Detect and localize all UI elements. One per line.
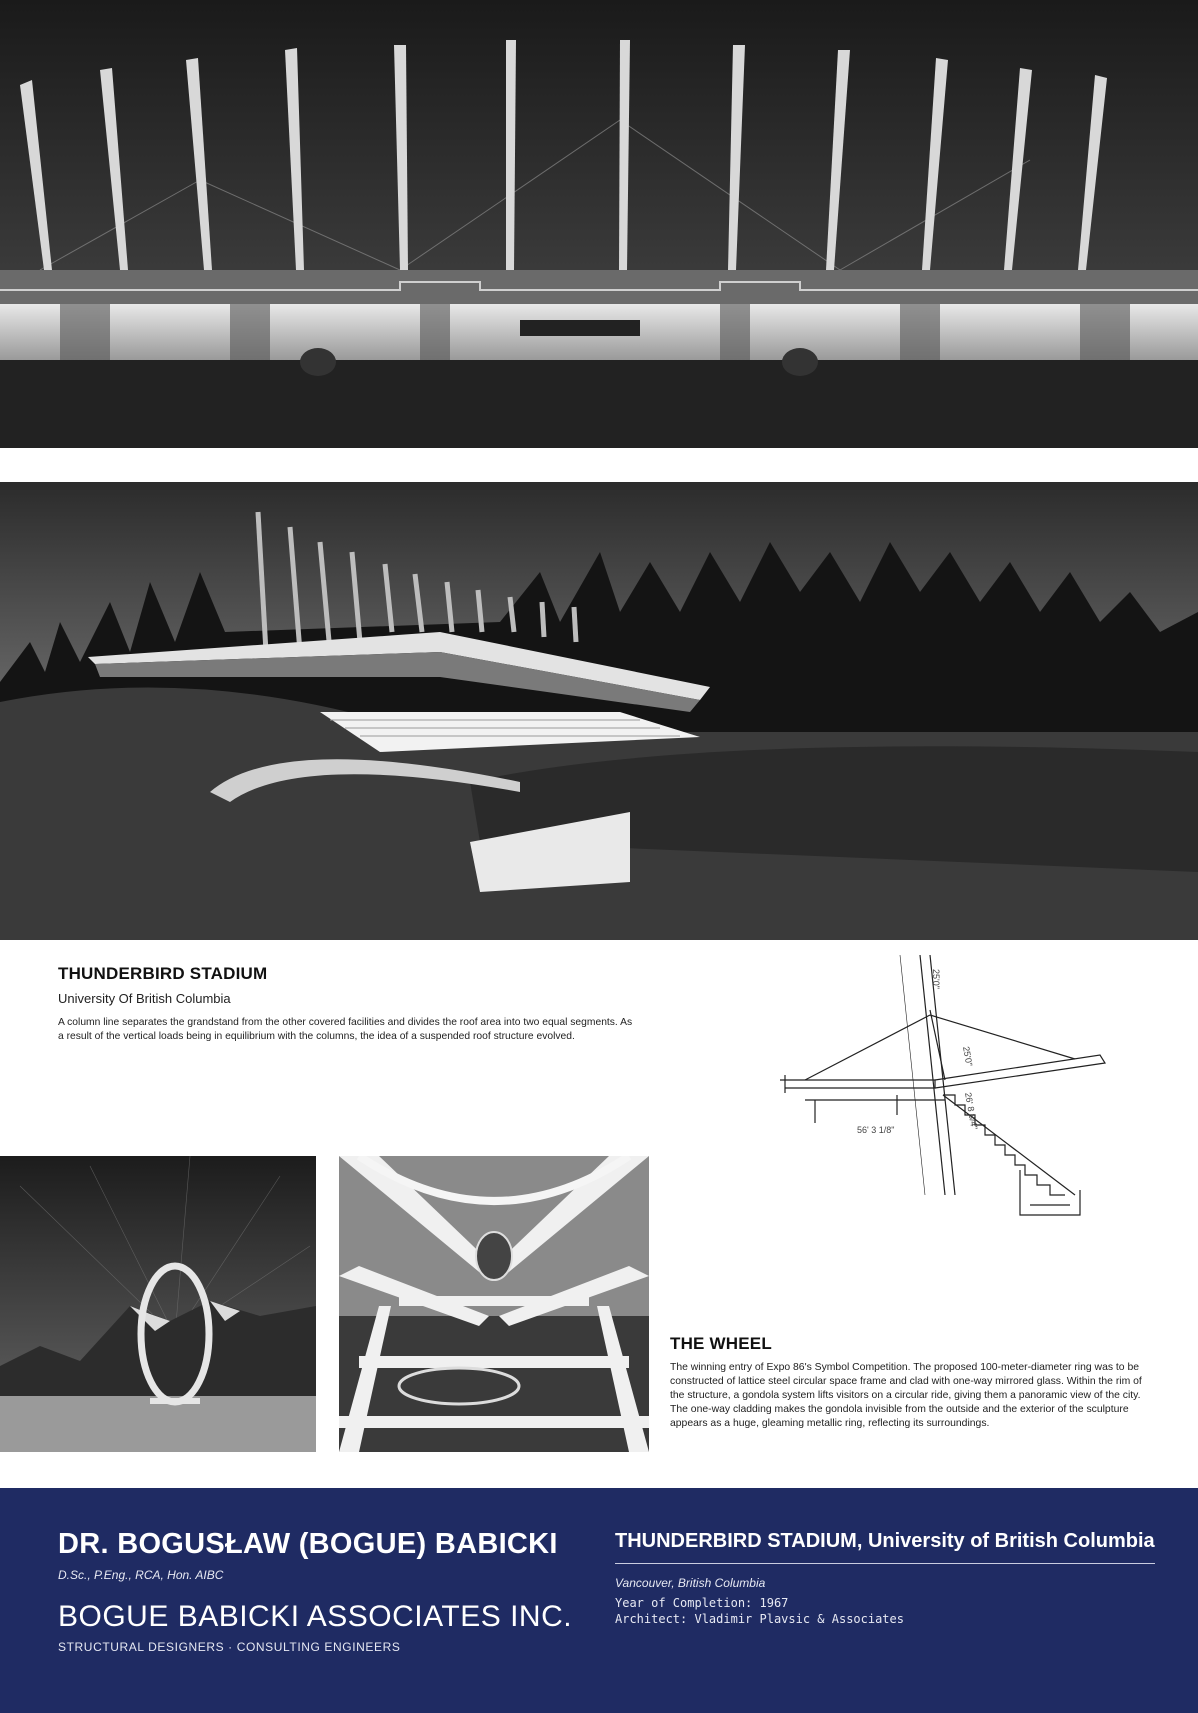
stadium-section-drawing [775, 955, 1120, 1225]
dim-vert-label: 26' 8 3/4" [963, 1091, 980, 1131]
stadium-grandstand-photo [0, 482, 1198, 940]
thunderbird-description: A column line separates the grandstand from the other covered facilities and divides the roof area into two equal segments. As a result of the vertical loads being in equilibrium with the columns, the idea of a suspended roof structure evolved. [58, 1017, 633, 1042]
firm-tagline: STRUCTURAL DESIGNERS · CONSULTING ENGINEERS [58, 1640, 401, 1654]
project-architect: Architect: Vladimir Plavsic & Associates [615, 1612, 904, 1626]
wheel-title: THE WHEEL [670, 1334, 772, 1353]
wheel-description: The winning entry of Expo 86's Symbol Competition. The proposed 100-meter-diameter ring was to be constructed of lattice steel circular space frame and clad with one-way mirrored glass. Within the rim of the structure, a gondola system lifts visitors on a circular ride, giving them a panoramic view of the city. The one-way cladding makes the gondola invisible from the outside and the exterior of the sculpture appears as a huge, gleaming metallic ring, reflecting its surroundings. [670, 1362, 1142, 1429]
dim-diag-label: 25'0" [961, 1045, 975, 1067]
project-year: Year of Completion: 1967 [615, 1596, 789, 1610]
dim-horiz-label: 56' 3 1/8" [857, 1125, 895, 1135]
engineer-name: DR. BOGUSŁAW (BOGUE) BABICKI [58, 1528, 558, 1560]
firm-name: BOGUE BABICKI ASSOCIATES INC. [58, 1600, 573, 1633]
project-title: THUNDERBIRD STADIUM, University of British Columbia [615, 1530, 1155, 1552]
engineer-credentials: D.Sc., P.Eng., RCA, Hon. AIBC [58, 1568, 224, 1582]
footer-divider [615, 1563, 1155, 1564]
footer-banner [0, 1488, 1198, 1713]
thunderbird-subtitle: University Of British Columbia [58, 991, 231, 1006]
wheel-interior-photo [339, 1156, 649, 1452]
thunderbird-title: THUNDERBIRD STADIUM [58, 964, 268, 983]
stadium-night-photo [0, 0, 1198, 448]
project-location: Vancouver, British Columbia [615, 1576, 766, 1590]
dim-top-label: 25'0" [931, 969, 941, 989]
wheel-exterior-photo [0, 1156, 316, 1452]
